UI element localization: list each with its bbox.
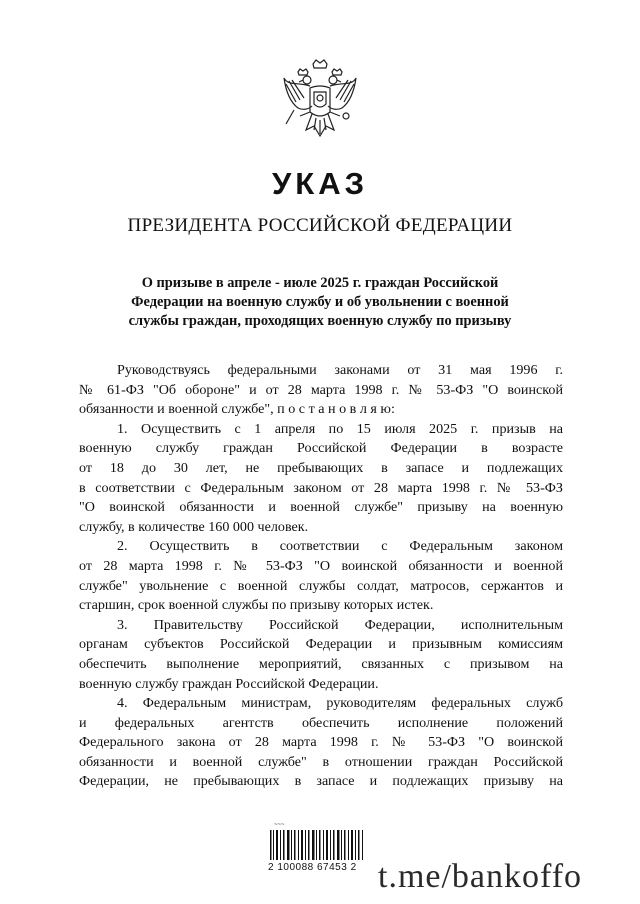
heading-line: службы граждан, проходящих военную службу по призыву (128, 313, 512, 329)
text-line: и федеральных агентств обеспечить исполнение положений (79, 714, 563, 731)
text-line: 1. Осуществить с 1 апреля по 15 июля 2025 г. призыв на (117, 420, 563, 437)
text-line: Руководствуясь федеральными законами от 31 мая 1996 г. (117, 362, 563, 378)
paragraph-item-3 (79, 616, 563, 694)
barcode-number: 2 100088 67453 2 (268, 862, 357, 873)
text-line: 2. Осуществить в соответствии с Федеральным законом (117, 538, 563, 555)
text-line: обязанности и военной службе" в отношении граждан Российской (79, 753, 563, 770)
heading-line: О призыве в апреле - июле 2025 г. граждан Российской (141, 275, 499, 291)
text-line: службу, в количестве 160 000 человек. (79, 518, 309, 535)
paragraph-item-2 (79, 537, 563, 615)
text-line: № 61-ФЗ "Об обороне" и от 28 марта 1998 г. № 53-ФЗ "О воинской (79, 381, 563, 398)
svg-text:~~~: ~~~ (274, 822, 285, 828)
text-line: обязанности и военной службе", п о с т а н о в л я ю: (79, 401, 395, 418)
text-line: военную службу граждан Российской Федерации в возрасте (79, 440, 563, 457)
document-subtitle: ПРЕЗИДЕНТА РОССИЙСКОЙ ФЕДЕРАЦИИ (127, 215, 513, 236)
document-body (79, 361, 563, 792)
text-line: в соответствии с Федеральным законом от 28 марта 1998 г. № 53-ФЗ (79, 479, 563, 496)
paragraph-item-4 (79, 694, 563, 792)
document-title: УКАЗ (271, 166, 368, 201)
text-line: Федерального закона от 28 марта 1998 г. № 53-ФЗ "О воинской (79, 734, 563, 751)
text-line: "О воинской обязанности и военной службе" призыву на военную (79, 499, 563, 516)
text-line: службе" увольнение с военной службы солдат, матросов, сержантов и (79, 577, 563, 594)
text-line: старшин, срок военной службы по призыву которых истек. (79, 597, 434, 614)
paragraph-item-1 (79, 420, 563, 538)
coat-of-arms-icon (280, 58, 360, 144)
text-line: 3. Правительству Российской Федерации, исполнительным (117, 616, 563, 633)
text-line: от 18 до 30 лет, не пребывающих в запасе и подлежащих (79, 459, 563, 476)
paragraph-preamble (79, 361, 563, 420)
text-line: обеспечить выполнение мероприятий, связанных с призывом на (79, 655, 563, 672)
text-line: от 28 марта 1998 г. № 53-ФЗ "О воинской обязанности и военной (79, 557, 563, 574)
text-line: Федерации, не пребывающих в запасе и подлежащих призыву на (79, 773, 563, 790)
text-line: военную службу граждан Российской Федерации. (79, 675, 379, 692)
text-line: органам субъектов Российской Федерации и призывным комиссиям (79, 636, 563, 653)
heading-line: Федерации на военную службу и об увольнении с военной (131, 294, 509, 310)
document-heading (96, 274, 544, 331)
text-line: 4. Федеральным министрам, руководителям федеральных служб (117, 695, 563, 712)
watermark-text: t.me/bankoffo (378, 858, 583, 895)
